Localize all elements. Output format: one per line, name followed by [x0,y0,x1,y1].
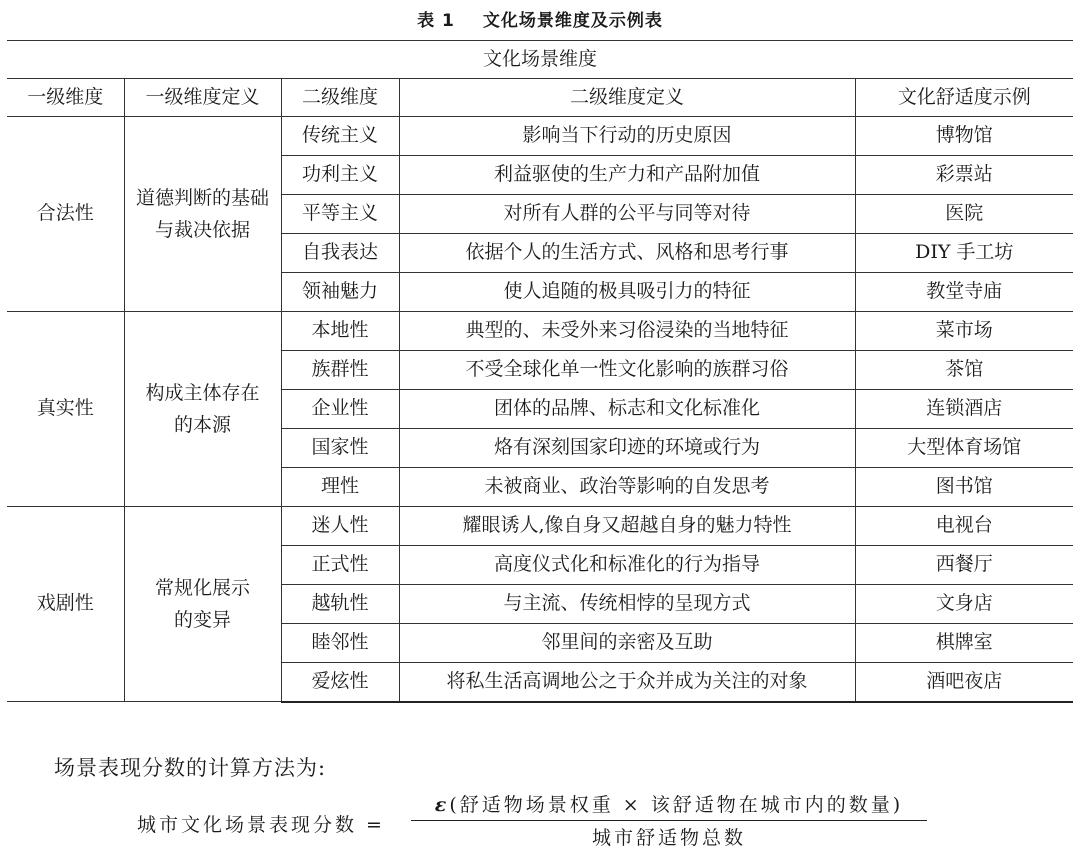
example-cell: 文身店 [855,585,1073,624]
def1-line: 的本源 [173,414,231,436]
formula-fraction [409,790,929,850]
sub-dim-cell: 正式性 [281,546,399,585]
formula-lhs: 城市文化场景表现分数 = [137,814,385,836]
score-formula [137,790,937,854]
culture-scene-table [7,40,1073,703]
dim1-cell: 戏剧性 [7,507,124,702]
sub-def-cell: 依据个人的生活方式、风格和思考行事 [399,234,855,273]
table-row [7,507,1073,546]
table-body [7,117,1073,702]
formula-intro: 场景表现分数的计算方法为: [54,756,327,780]
header-def2: 二级维度定义 [399,79,855,117]
dim1-cell: 真实性 [7,312,124,507]
example-cell: DIY 手工坊 [855,234,1073,273]
sub-def-cell: 团体的品牌、标志和文化标准化 [399,390,855,429]
numerator-text: (舒适物场景权重 × 该舒适物在城市内的数量) [449,794,904,816]
example-cell: 酒吧夜店 [855,663,1073,702]
sub-dim-cell: 传统主义 [281,117,399,156]
formula-numerator [409,790,929,820]
def1-line: 道德判断的基础 [135,186,269,209]
group-header: 文化场景维度 [7,41,1073,79]
header-dim2: 二级维度 [281,79,399,117]
def1-line: 构成主体存在 [145,381,260,404]
example-cell: 教堂寺庙 [855,273,1073,312]
sub-dim-cell: 功利主义 [281,156,399,195]
sub-def-cell: 典型的、未受外来习俗浸染的当地特征 [399,312,855,351]
example-cell: 博物馆 [855,117,1073,156]
example-cell: 彩票站 [855,156,1073,195]
sub-dim-cell: 爱炫性 [281,663,399,702]
def1-cell [124,507,281,702]
table-caption [0,6,1080,31]
sub-dim-cell: 平等主义 [281,195,399,234]
example-cell: 茶馆 [855,351,1073,390]
sub-dim-cell: 国家性 [281,429,399,468]
def1-line: 与裁决依据 [154,219,250,241]
table-row [7,312,1073,351]
example-cell: 西餐厅 [855,546,1073,585]
example-cell: 连锁酒店 [855,390,1073,429]
sub-dim-cell: 理性 [281,468,399,507]
sub-dim-cell: 企业性 [281,390,399,429]
sub-def-cell: 将私生活高调地公之于众并成为关注的对象 [399,663,855,702]
sub-dim-cell: 越轨性 [281,585,399,624]
sub-dim-cell: 领袖魅力 [281,273,399,312]
example-cell: 菜市场 [855,312,1073,351]
sub-def-cell: 与主流、传统相悖的呈现方式 [399,585,855,624]
def1-line: 常规化展示 [154,576,250,599]
sub-dim-cell: 迷人性 [281,507,399,546]
sub-def-cell: 烙有深刻国家印迹的环境或行为 [399,429,855,468]
dim1-cell: 合法性 [7,117,124,312]
sub-dim-cell: 睦邻性 [281,624,399,663]
sub-def-cell: 高度仪式化和标准化的行为指导 [399,546,855,585]
sub-def-cell: 使人追随的极具吸引力的特征 [399,273,855,312]
example-cell: 医院 [855,195,1073,234]
sub-dim-cell: 自我表达 [281,234,399,273]
sub-def-cell: 对所有人群的公平与同等对待 [399,195,855,234]
table-title: 文化场景维度及示例表 [482,11,663,31]
table-row [7,117,1073,156]
example-cell: 电视台 [855,507,1073,546]
sub-def-cell: 影响当下行动的历史原因 [399,117,855,156]
formula-denominator: 城市舒适物总数 [591,827,746,849]
sub-def-cell: 不受全球化单一性文化影响的族群习俗 [399,351,855,390]
sub-dim-cell: 族群性 [281,351,399,390]
sub-def-cell: 未被商业、政治等影响的自发思考 [399,468,855,507]
header-dim1: 一级维度 [7,79,124,117]
example-cell: 大型体育场馆 [855,429,1073,468]
header-def1: 一级维度定义 [124,79,281,117]
def1-cell [124,312,281,507]
sub-def-cell: 邻里间的亲密及互助 [399,624,855,663]
def1-cell [124,117,281,312]
epsilon-symbol: ε [434,794,450,816]
table-number: 表 1 [417,11,455,31]
example-cell: 棋牌室 [855,624,1073,663]
sub-def-cell: 利益驱使的生产力和产品附加值 [399,156,855,195]
sub-dim-cell: 本地性 [281,312,399,351]
header-example: 文化舒适度示例 [855,79,1073,117]
sub-def-cell: 耀眼诱人,像自身又超越自身的魅力特性 [399,507,855,546]
def1-line: 的变异 [173,609,231,631]
example-cell: 图书馆 [855,468,1073,507]
